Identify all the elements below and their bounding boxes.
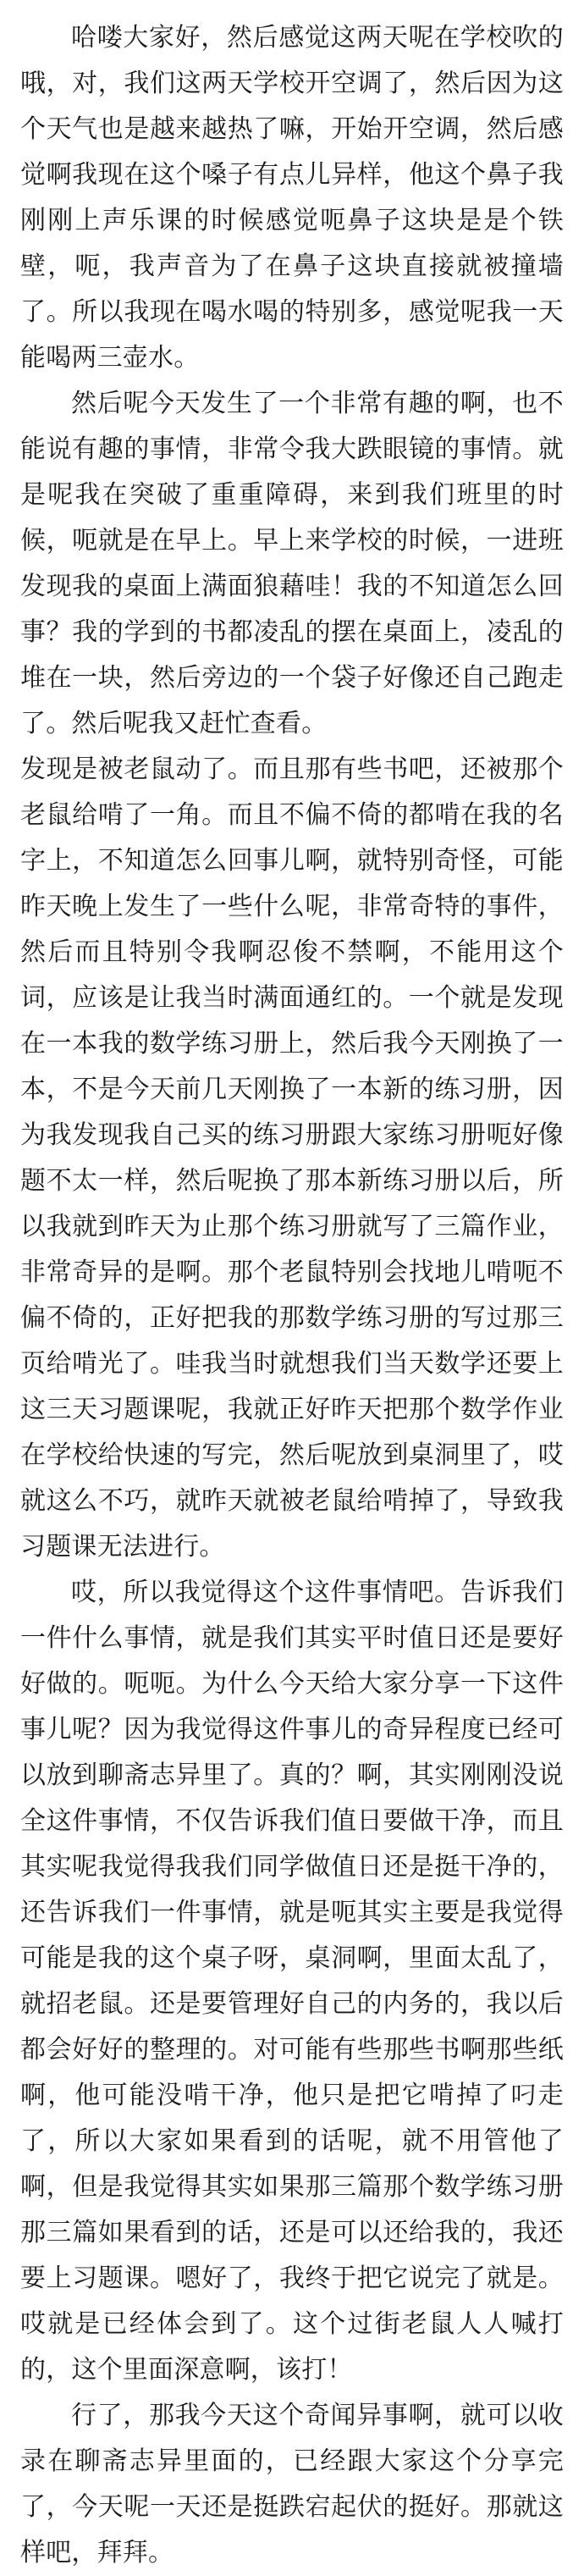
paragraph-1: 哈喽大家好，然后感觉这两天呢在学校吹的哦，对，我们这两天学校开空调了，然后因为这个天气也是越来越热了嘛，开始开空调，然后感觉啊我现在这个嗓子有点儿异样，他这个鼻子我刚刚上声乐课的时候感觉呃鼻子这块是是个铁壁，呃，我声音为了在鼻子这块直接就被撞墙了。所以我现在喝水喝的特别多，感觉呢我一天能喝两三壶水。 <box>20 23 564 373</box>
paragraph-3: 发现是被老鼠动了。而且那有些书吧，还被那个老鼠给啃了一角。而且不偏不倚的都啃在我的名字上，不知道怎么回事儿啊，就特别奇怪，可能昨天晚上发生了一些什么呢，非常奇特的事件，然后而且特别令我啊忍俊不禁啊，不能用这个词，应该是让我当时满面通红的。一个就是发现在一本我的数学练习册上，然后我今天刚换了一本，不是今天前几天刚换了一本新的练习册，因为我发现我自己买的练习册跟大家练习册呃好像题不太一样，然后呢换了那本新练习册以后，所以我就到昨天为止那个练习册就写了三篇作业，非常奇异的是啊。那个老鼠特别会找地儿啃呃不偏不倚的，正好把我的那数学练习册的写过那三页给啃光了。哇我当时就想我们当天数学还要上这三天习题课呢，我就正好昨天把那个数学作业在学校给快速的写完，然后呢放到桌洞里了，哎就这么不巧，就昨天就被老鼠给啃掉了，导致我习题课无法进行。 <box>20 755 564 1562</box>
paragraph-5: 行了，那我今天这个奇闻异事啊，就可以收录在聊斋志异里面的，已经跟大家这个分享完了，今天呢一天还是挺跌宕起伏的挺好。那就这样吧，拜拜。 <box>20 2401 564 2568</box>
paragraph-2: 然后呢今天发生了一个非常有趣的啊，也不能说有趣的事情，非常令我大跌眼镜的事情。就是呢我在突破了重重障碍，来到我们班里的时候，呃就是在早上。早上来学校的时候，一进班发现我的桌面上满面狼藉哇！我的不知道怎么回事？我的学到的书都凌乱的摆在桌面上，凌乱的堆在一块，然后旁边的一个袋子好像还自己跑走了。然后呢我又赶忙查看。 <box>20 389 564 738</box>
paragraph-4: 哎，所以我觉得这个这件事情吧。告诉我们一件什么事情，就是我们其实平时值日还是要好好做的。呃呃。为什么今天给大家分享一下这件事儿呢？因为我觉得这件事儿的奇异程度已经可以放到聊斋志异里了。真的？啊，其实刚刚没说全这件事情，不仅告诉我们值日要做干净，而且其实呢我觉得我我们同学做值日还是挺干净的，还告诉我们一件事情，就是呃其实主要是我觉得可能是我的这个桌子呀，桌洞啊，里面太乱了，就招老鼠。还是要管理好自己的内务的，我以后都会好好的整理的。对可能有些那些书啊那些纸啊，他可能没啃干净，他只是把它啃掉了叼走了，所以大家如果看到的话呢，就不用管他了啊，但是我觉得其实如果那三篇那个数学练习册那三篇如果看到的话，还是可以还给我的，我还要上习题课。嗯好了，我终于把它说完了就是。哎就是已经体会到了。这个过街老鼠人人喊打的，这个里面深意啊，该打！ <box>20 1578 564 2385</box>
